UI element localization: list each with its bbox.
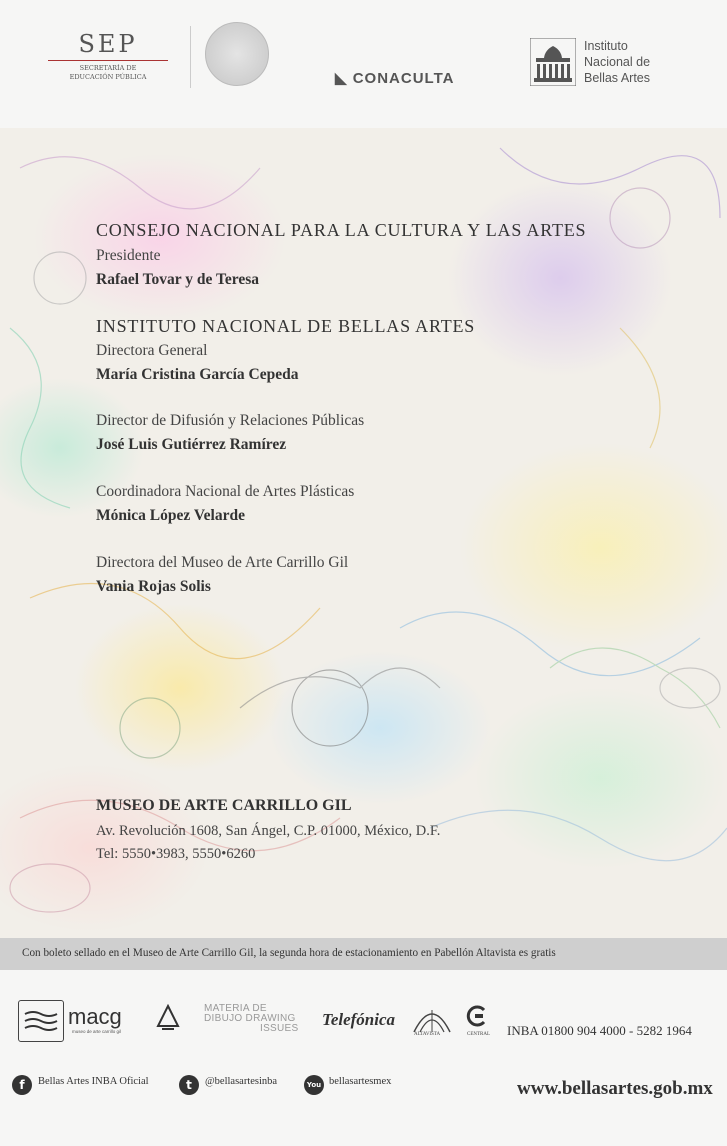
palacio-bellas-artes-icon bbox=[530, 38, 576, 86]
altavista-logo-icon bbox=[412, 1002, 452, 1036]
twitter-link[interactable]: @bellasartesinba bbox=[205, 1076, 278, 1087]
sep-subtitle-2: EDUCACIÓN PÚBLICA bbox=[69, 73, 147, 81]
museum-address: Av. Revolución 1608, San Ángel, C.P. 01000, México, D.F. bbox=[96, 823, 441, 839]
artwork-background bbox=[0, 128, 727, 938]
museum-name: MUSEO DE ARTE CARRILLO GIL bbox=[96, 797, 352, 814]
facebook-link[interactable]: Bellas Artes INBA Oficial bbox=[38, 1076, 149, 1087]
museum-phone: Tel: 5550•3983, 5550•6260 bbox=[96, 846, 256, 862]
conaculta-mark-icon: ◣ bbox=[335, 70, 348, 87]
telefonica-logo: Telefónica bbox=[322, 1010, 396, 1029]
inba-phone: INBA 01800 904 4000 - 5282 1964 bbox=[507, 1023, 692, 1038]
sep-title: SEP bbox=[78, 30, 138, 58]
twitter-icon[interactable]: t bbox=[179, 1075, 199, 1095]
conaculta-text: CONACULTA bbox=[352, 70, 455, 87]
conaculta-logo bbox=[335, 69, 454, 87]
museo-name: Vania Rojas Solis bbox=[96, 578, 211, 595]
inba-heading: INSTITUTO NACIONAL DE BELLAS ARTES bbox=[96, 316, 476, 336]
youtube-link[interactable]: bellasartesmex bbox=[329, 1076, 392, 1087]
materia-text-1: MATERIA DE bbox=[204, 1003, 267, 1014]
artes-name: Mónica López Velarde bbox=[96, 507, 245, 524]
artes-role: Coordinadora Nacional de Artes Plásticas bbox=[96, 483, 355, 500]
parking-notice-text: Con boleto sellado en el Museo de Arte Carrillo Gil, la segunda hora de estacionamiento en Pabellón Altavista es gratis bbox=[22, 947, 556, 959]
inba-name: María Cristina García Cepeda bbox=[96, 366, 299, 383]
conaculta-heading: CONSEJO NACIONAL PARA LA CULTURA Y LAS ARTES bbox=[96, 220, 587, 240]
parking-notice-bar bbox=[0, 938, 727, 970]
facebook-icon[interactable]: f bbox=[12, 1075, 32, 1095]
sep-logo bbox=[48, 30, 168, 82]
sep-subtitle-1: SECRETARÍA DE bbox=[79, 64, 137, 72]
sep-divider bbox=[48, 60, 168, 61]
museo-role: Directora del Museo de Arte Carrillo Gil bbox=[96, 554, 349, 571]
conaculta-role: Presidente bbox=[96, 247, 161, 264]
website-url[interactable]: www.bellasartes.gob.mx bbox=[517, 1078, 713, 1099]
sponsors-footer bbox=[0, 970, 727, 1146]
inba-logo-text bbox=[584, 38, 684, 86]
difusion-role: Director de Difusión y Relaciones Públicas bbox=[96, 412, 365, 429]
materia-de-dibujo-logo bbox=[204, 1004, 298, 1034]
central-label: CENTRAL bbox=[467, 1032, 491, 1037]
inba-text-1: Instituto bbox=[584, 39, 628, 53]
macg-logo-text: macg bbox=[68, 1004, 122, 1029]
materia-text-3: ISSUES bbox=[260, 1023, 299, 1034]
fundacion-logo-icon bbox=[156, 1004, 180, 1032]
altavista-label: ALTAVISTA bbox=[414, 1032, 441, 1037]
difusion-name: José Luis Gutiérrez Ramírez bbox=[96, 436, 287, 453]
inba-role: Directora General bbox=[96, 342, 208, 359]
central-logo-icon bbox=[466, 1004, 488, 1028]
youtube-icon[interactable]: You bbox=[304, 1075, 324, 1095]
macg-logo-subtext: museo de arte carrillo gil bbox=[72, 1029, 122, 1034]
header-logos bbox=[0, 0, 727, 128]
materia-text-2: DIBUJO DRAWING bbox=[204, 1013, 296, 1024]
macg-waves-icon bbox=[19, 1001, 63, 1041]
logo-divider bbox=[190, 26, 191, 88]
macg-logo-icon bbox=[18, 1000, 64, 1042]
inba-text-3: Bellas Artes bbox=[584, 71, 651, 85]
mexico-seal-icon bbox=[205, 22, 269, 86]
conaculta-name: Rafael Tovar y de Teresa bbox=[96, 271, 260, 288]
inba-text-2: Nacional de bbox=[584, 55, 651, 69]
